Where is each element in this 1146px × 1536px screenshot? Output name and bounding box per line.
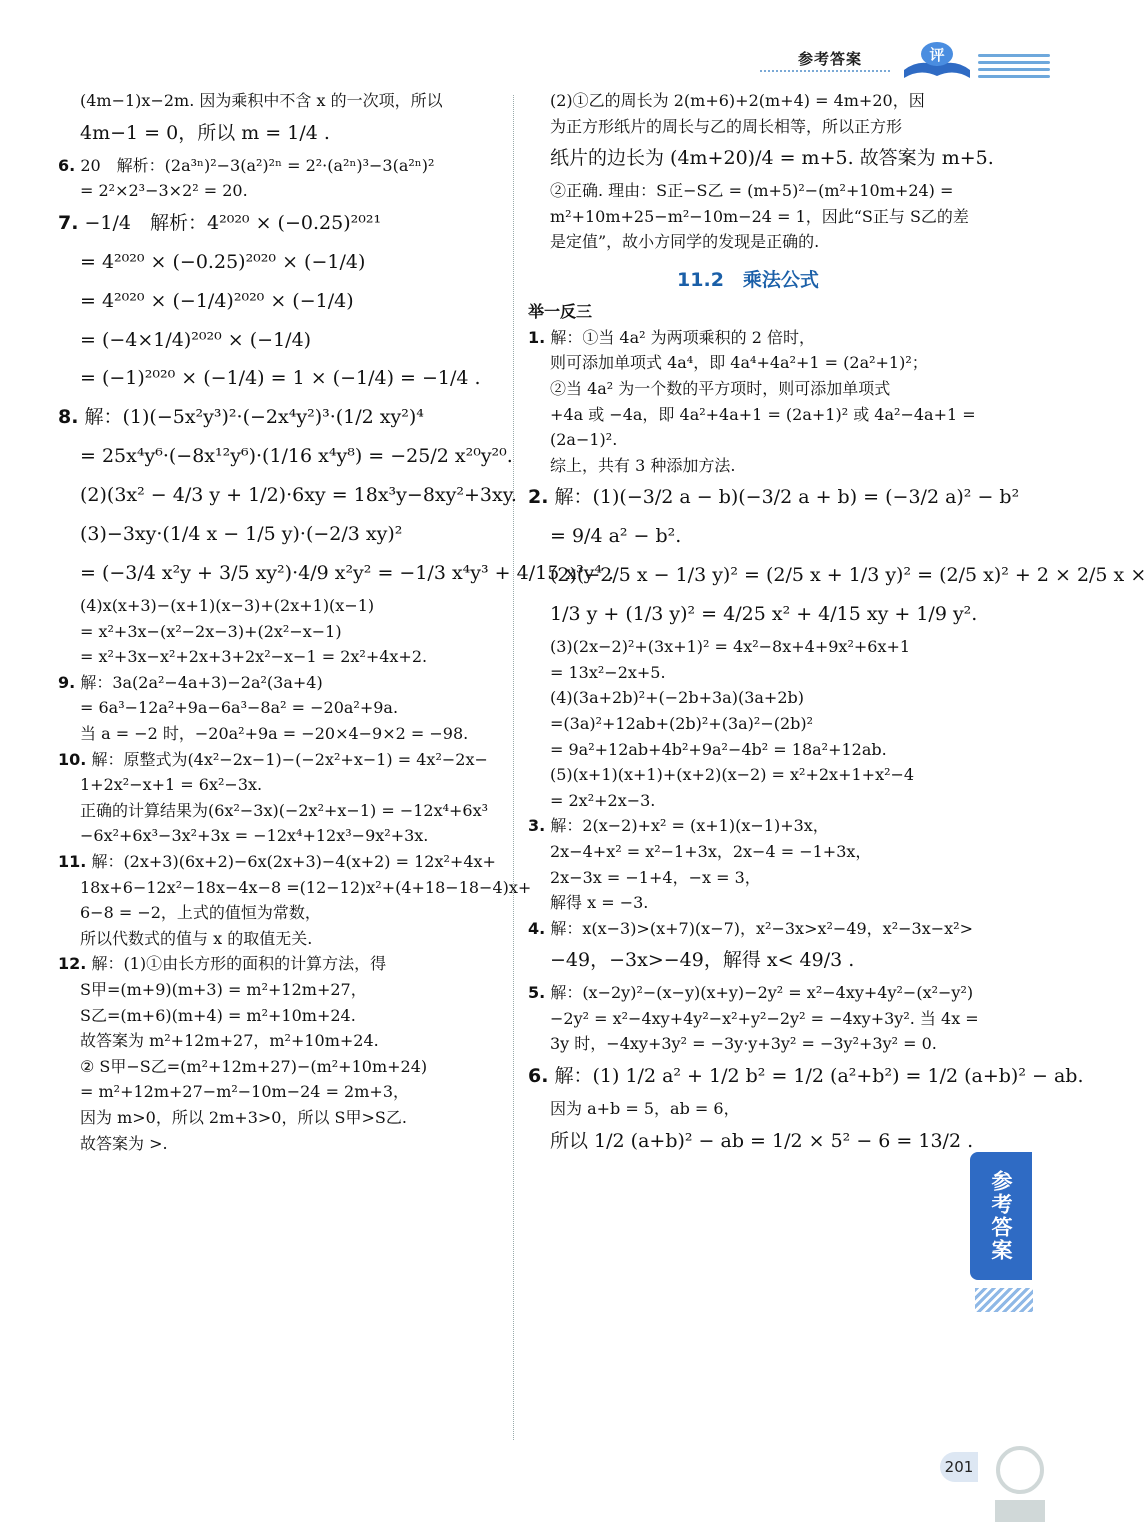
- line-text: (4)x(x+3)−(x+1)(x−3)+(2x+1)(x−1): [80, 596, 375, 616]
- line-text: = 25x⁴y⁶·(−8x¹²y⁶)·(1/16 x⁴y⁸) = −25/2 x²⁰y²⁰.: [80, 445, 513, 468]
- solution-line: [528, 325, 968, 351]
- question-number: 6.: [58, 155, 76, 175]
- line-text: ②正确. 理由：S正−S乙 = (m+5)²−(m²+10m+24) =: [550, 181, 954, 201]
- solution-line: [528, 1006, 979, 1032]
- line-text: ②当 4a² 为一个数的平方项时，则可添加单项式: [550, 379, 891, 399]
- line-text: (2)(−2/5 x − 1/3 y)² = (2/5 x + 1/3 y)² = (2/5 x)² + 2 × 2/5 x ×: [550, 564, 1146, 587]
- solution-line: [528, 737, 968, 763]
- solution-line: [58, 515, 498, 554]
- line-text: 2x−3x = −1+4，−x = 3，: [550, 867, 761, 887]
- line-text: 所以代数式的值与 x 的取值无关.: [80, 928, 313, 948]
- solution-line: [528, 1122, 974, 1161]
- solution-line: [528, 350, 968, 376]
- line-text: (3)(2x−2)²+(3x+1)² = 4x²−8x+4+9x²+6x+1: [550, 637, 911, 657]
- solution-line: [528, 517, 968, 556]
- line-text: 解：(x−2y)²−(x−y)(x+y)−2y² = x²−4xy+4y²−(x²−y²): [550, 983, 974, 1003]
- solution-line: [58, 926, 498, 952]
- right-column: [528, 88, 1146, 1161]
- question-number: 8.: [58, 406, 79, 429]
- question-number: 6.: [528, 1065, 549, 1088]
- line-text: 故答案为 m²+12m+27，m²+10m+24.: [80, 1031, 379, 1051]
- solution-line: [528, 762, 968, 788]
- line-text: 正确的计算结果为(6x²−3x)(−2x²+x−1) = −12x⁴+6x³: [80, 800, 489, 820]
- solution-line: [58, 1028, 498, 1054]
- line-text: 因为 a+b = 5，ab = 6，: [550, 1098, 740, 1118]
- line-text: S甲=(m+9)(m+3) = m²+12m+27，: [80, 980, 367, 999]
- solution-line: [528, 114, 968, 140]
- line-text: = 4²⁰²⁰ × (−1/4)²⁰²⁰ × (−1/4): [80, 289, 354, 312]
- line-text: 1/3 y + (1/3 y)² = 4/25 x² + 4/15 xy + 1/9 y².: [550, 603, 978, 626]
- watermark-icon: [985, 1440, 1055, 1530]
- solution-line: [58, 1079, 498, 1105]
- solution-line: [58, 619, 498, 645]
- line-text: = (−4×1/4)²⁰²⁰ × (−1/4): [80, 328, 312, 351]
- line-text: 解：x(x−3)>(x+7)(x−7)，x²−3x>x²−49，x²−3x−x²>: [550, 918, 973, 938]
- line-text: −2y² = x²−4xy+4y²−x²+y²−2y² = −4xy+3y². 当 4x =: [550, 1008, 979, 1028]
- line-text: 为正方形纸片的周长与乙的周长相等，所以正方形: [550, 116, 903, 136]
- solution-line: [58, 476, 517, 515]
- solution-line: [58, 721, 498, 747]
- solution-line: [58, 114, 498, 153]
- solution-line: [58, 321, 498, 360]
- solution-line: [58, 823, 498, 849]
- solution-line: [58, 88, 498, 114]
- line-text: = 13x²−2x+5.: [550, 662, 666, 682]
- line-text: S乙=(m+6)(m+4) = m²+10m+24.: [80, 1005, 356, 1025]
- solution-line: [528, 453, 968, 479]
- solution-line: [528, 376, 968, 402]
- section-title: 11.2 乘法公式: [677, 268, 819, 291]
- solution-line: [58, 1003, 498, 1029]
- solution-line: [58, 204, 498, 243]
- solution-line: [528, 178, 968, 204]
- line-text: = 4²⁰²⁰ × (−0.25)²⁰²⁰ × (−1/4): [80, 250, 366, 273]
- solution-line: [528, 402, 976, 428]
- question-number: 12.: [58, 954, 87, 974]
- line-text: ② S甲−S乙=(m²+12m+27)−(m²+10m+24): [80, 1056, 428, 1076]
- question-number: 5.: [528, 983, 546, 1003]
- solution-line: [528, 916, 973, 942]
- line-text: = (−1)²⁰²⁰ × (−1/4) = 1 × (−1/4) = −1/4 .: [80, 367, 481, 390]
- solution-line: [58, 359, 498, 398]
- line-text: 纸片的边长为 (4m+20)/4 = m+5. 故答案为 m+5.: [550, 147, 994, 170]
- line-text: (2a−1)².: [550, 430, 618, 450]
- solution-line: [528, 427, 968, 453]
- question-number: 3.: [528, 816, 546, 836]
- solution-line: [58, 153, 498, 179]
- solution-line: [58, 875, 532, 901]
- line-text: = 2²×2³−3×2² = 20.: [80, 181, 248, 201]
- line-text: = x²+3x−x²+2x+3+2x²−x−1 = 2x²+4x+2.: [80, 647, 428, 667]
- line-text: 所以 1/2 (a+b)² − ab = 1/2 × 5² − 6 = 13/2 .: [550, 1129, 974, 1152]
- line-text: m²+10m+25−m²−10m−24 = 1，因此“S正与 S乙的差: [550, 206, 969, 226]
- line-text: −49，−3x>−49，解得 x< 49/3 .: [550, 949, 855, 972]
- line-text: 解：原整式为(4x²−2x−1)−(−2x²+x−1) = 4x²−2x−: [91, 749, 488, 769]
- header-title: 参考答案: [798, 50, 863, 68]
- line-text: 解：(2x+3)(6x+2)−6x(2x+3)−4(x+2) = 12x²+4x+: [91, 852, 496, 872]
- header-dotted-rule: [760, 70, 890, 72]
- line-text: (4m−1)x−2m. 因为乘积中不含 x 的一次项，所以: [80, 91, 443, 110]
- line-text: 6−8 = −2，上式的值恒为常数，: [80, 903, 321, 923]
- solution-line: [528, 556, 1146, 595]
- solution-line: [528, 685, 968, 711]
- solution-line: [528, 980, 974, 1006]
- solution-line: [58, 1054, 498, 1080]
- page-header: [750, 38, 1050, 88]
- question-number: 4.: [528, 918, 546, 938]
- solution-line: [58, 644, 498, 670]
- line-text: (2)(3x² − 4/3 y + 1/2)·6xy = 18x³y−8xy²+3xy.: [80, 484, 517, 507]
- line-text: 故答案为 >.: [80, 1133, 168, 1153]
- solution-line: [58, 243, 498, 282]
- solution-line: [528, 839, 968, 865]
- line-text: 解：(1)(−5x²y³)²·(−2x⁴y²)³·(1/2 xy²)⁴: [84, 406, 424, 429]
- line-text: −1/4 解析：4²⁰²⁰ × (−0.25)²⁰²¹: [84, 211, 382, 234]
- line-text: (2)①乙的周长为 2(m+6)+2(m+4) = 4m+20，因: [550, 91, 925, 110]
- question-number: 7.: [58, 211, 79, 234]
- solution-line: [58, 593, 498, 619]
- line-text: 解：(1)(−3/2 a − b)(−3/2 a + b) = (−3/2 a)² − b²: [554, 486, 1020, 509]
- question-number: 1.: [528, 327, 546, 347]
- side-tab: 参考答案: [970, 1152, 1032, 1280]
- page-number: 201: [940, 1452, 978, 1482]
- line-text: = m²+12m+27−m²−10m−24 = 2m+3，: [80, 1082, 409, 1102]
- solution-line: [58, 1105, 498, 1131]
- line-text: = 2x²+2x−3.: [550, 790, 656, 810]
- solution-line: [58, 747, 498, 773]
- solution-line: [528, 941, 968, 980]
- column-divider: [513, 95, 514, 1440]
- solution-line: [528, 229, 968, 255]
- line-text: = 9/4 a² − b².: [550, 525, 682, 548]
- question-number: 9.: [58, 672, 76, 692]
- line-text: 当 a = −2 时，−20a²+9a = −20×4−9×2 = −98.: [80, 724, 469, 744]
- line-text: 解：(1)①由长方形的面积的计算方法，得: [91, 954, 387, 974]
- line-text: (5)(x+1)(x+1)+(x+2)(x−2) = x²+2x+1+x²−4: [550, 765, 915, 785]
- line-text: = x²+3x−(x²−2x−3)+(2x²−x−1): [80, 621, 342, 641]
- line-text: 则可添加单项式 4a⁴，即 4a⁴+4a²+1 = (2a²+1)²；: [550, 353, 928, 373]
- side-tab-hatch: [975, 1288, 1033, 1312]
- line-text: 是定值”，故小方同学的发现是正确的.: [550, 232, 820, 252]
- line-text: 综上，共有 3 种添加方法.: [550, 455, 736, 475]
- line-text: 18x+6−12x²−18x−4x−8 =(12−12)x²+(4+18−18−4)x+: [80, 877, 532, 897]
- solution-line: [58, 178, 498, 204]
- question-number: 2.: [528, 486, 549, 509]
- solution-line: [58, 282, 498, 321]
- line-text: 3y 时，−4xy+3y² = −3y·y+3y² = −3y²+3y² = 0.: [550, 1034, 937, 1054]
- header-decor-lines: [978, 54, 1050, 82]
- line-text: 解：(1) 1/2 a² + 1/2 b² = 1/2 (a²+b²) = 1/2 (a+b)² − ab.: [554, 1065, 1084, 1088]
- line-text: 因为 m>0，所以 2m+3>0，所以 S甲>S乙.: [80, 1107, 407, 1127]
- line-text: =(3a)²+12ab+(2b)²+(3a)²−(2b)²: [550, 713, 814, 733]
- line-text: 解得 x = −3.: [550, 893, 649, 913]
- solution-line: [528, 865, 968, 891]
- solution-line: [528, 1057, 1084, 1096]
- question-number: 11.: [58, 852, 87, 872]
- question-number: 10.: [58, 749, 87, 769]
- solution-line: [58, 554, 615, 593]
- line-text: 2x−4+x² = x²−1+3x，2x−4 = −1+3x，: [550, 841, 872, 861]
- line-text: 1+2x²−x+1 = 6x²−3x.: [80, 775, 263, 795]
- line-text: 4m−1 = 0，所以 m = 1/4 .: [80, 121, 330, 144]
- line-text: = 9a²+12ab+4b²+9a²−4b² = 18a²+12ab.: [550, 739, 887, 759]
- solution-line: [58, 951, 498, 977]
- line-text: (4)(3a+2b)²+(−2b+3a)(3a+2b): [550, 688, 804, 708]
- line-text: 解：2(x−2)+x² = (x+1)(x−1)+3x，: [550, 816, 829, 836]
- solution-line: [528, 1031, 968, 1057]
- solution-line: [528, 890, 968, 916]
- solution-line: [58, 1131, 498, 1157]
- solution-line: [58, 695, 498, 721]
- solution-line: [58, 849, 498, 875]
- line-text: 解：3a(2a²−4a+3)−2a²(3a+4): [80, 672, 323, 692]
- solution-line: [528, 788, 968, 814]
- line-text: 解：①当 4a² 为两项乘积的 2 倍时，: [550, 327, 815, 347]
- line-text: = (−3/4 x²y + 3/5 xy²)·4/9 x²y² = −1/3 x⁴y³ + 4/15 x³y⁴ .: [80, 562, 615, 585]
- line-text: 20 解析：(2a³ⁿ)²−3(a²)²ⁿ = 2²·(a²ⁿ)³−3(a²ⁿ)²: [80, 155, 435, 175]
- logo-text: 评: [929, 46, 945, 64]
- line-text: +4a 或 −4a，即 4a²+4a+1 = (2a+1)² 或 4a²−4a+1 =: [550, 404, 976, 424]
- solution-line: [58, 398, 498, 437]
- solution-line: [58, 977, 498, 1003]
- solution-line: [528, 634, 968, 660]
- solution-line: [528, 660, 968, 686]
- line-text: −6x²+6x³−3x²+3x = −12x⁴+12x³−9x²+3x.: [80, 826, 429, 846]
- subsection-title: 举一反三: [528, 302, 593, 322]
- solution-line: [58, 900, 498, 926]
- solution-line: [528, 88, 968, 114]
- solution-line: [58, 670, 498, 696]
- solution-line: [58, 437, 513, 476]
- solution-line: [528, 595, 978, 634]
- line-text: (3)−3xy·(1/4 x − 1/5 y)·(−2/3 xy)²: [80, 523, 403, 546]
- solution-line: [528, 813, 968, 839]
- solution-line: [528, 711, 968, 737]
- solution-line: [528, 478, 1020, 517]
- solution-line: [528, 204, 968, 230]
- line-text: = 6a³−12a²+9a−6a³−8a² = −20a²+9a.: [80, 698, 399, 718]
- solution-line: [528, 139, 994, 178]
- solution-line: [58, 798, 498, 824]
- book-logo-icon: [900, 40, 974, 84]
- solution-line: [528, 1096, 968, 1122]
- solution-line: [58, 772, 498, 798]
